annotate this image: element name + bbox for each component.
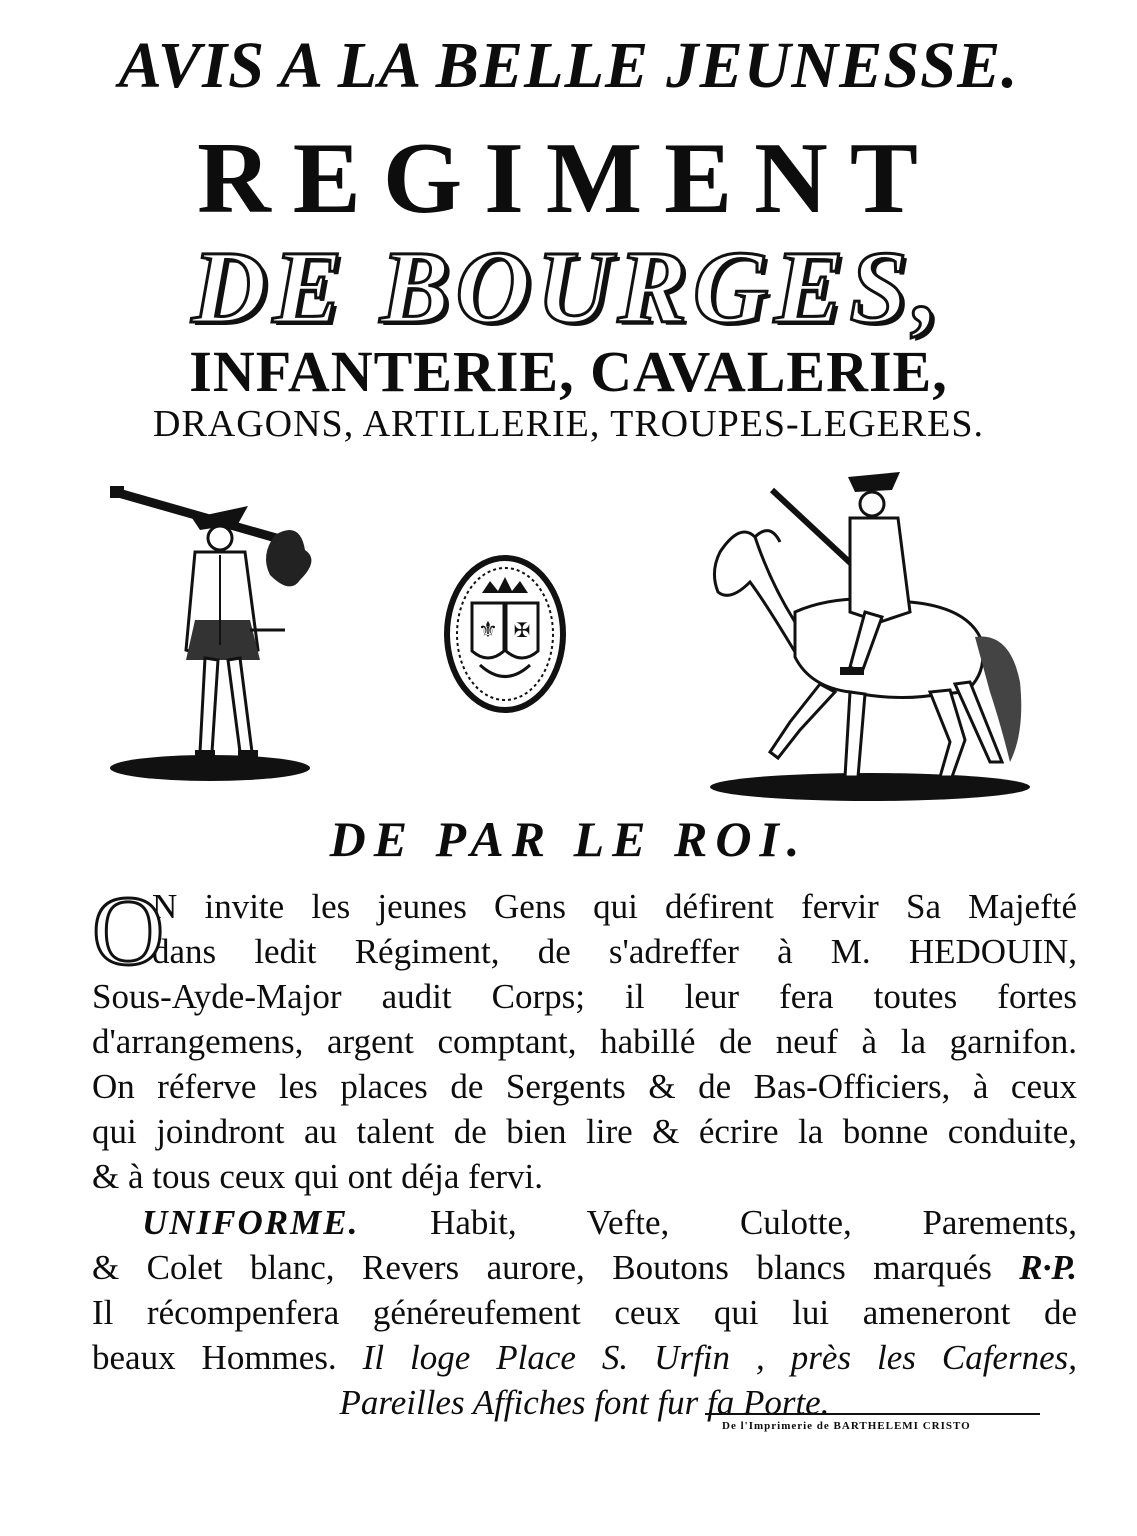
uniform-section xyxy=(92,1200,1077,1425)
announcement-line-5: On réferve les places de Sergents & de Bas-Officiers, à ceux xyxy=(92,1067,1077,1106)
headline-dragons: DRAGONS, ARTILLERIE, TROUPES-LEGERES. xyxy=(153,403,984,445)
reward-line-1: Il récompenfera généreufement ceux qui lui ameneront de xyxy=(92,1293,1077,1332)
proclamation-de-par-le-roi: DE PAR LE ROI. xyxy=(329,811,808,867)
reward-lodging: Il loge Place S. Urfin , près les Cafernes, xyxy=(362,1338,1077,1377)
announcement-line-2: dans ledit Régiment, de s'adreffer à M. HEDOUIN, xyxy=(152,932,1077,971)
uniform-garments: Habit, Vefte, Culotte, Parements, xyxy=(430,1203,1077,1242)
svg-text:✠: ✠ xyxy=(513,620,531,642)
headline-de-bourges: DE BOURGES, xyxy=(191,230,946,345)
cavalry-horseman-illustration xyxy=(700,462,1035,807)
uniform-line-1 xyxy=(92,1200,1077,1245)
uniform-details: & Colet blanc, Revers aurore, Boutons blancs marqués xyxy=(92,1248,992,1287)
announcement-line-7: & à tous ceux qui ont déja fervi. xyxy=(92,1157,543,1196)
announcement-line-1: N invite les jeunes Gens qui défirent fervir Sa Majefté xyxy=(152,887,1077,926)
announcement-line-4: d'arrangemens, argent comptant, habillé de neuf à la garnifon. xyxy=(92,1022,1077,1061)
headline-avis: AVIS A LA BELLE JEUNESSE. xyxy=(118,29,1019,102)
headline-infanterie: INFANTERIE, CAVALERIE, xyxy=(189,339,948,404)
reward-beaux-hommes: beaux Hommes. xyxy=(92,1338,337,1377)
reward-line-3: Pareilles Affiches font fur fa Porte. xyxy=(339,1383,830,1422)
royal-coat-of-arms-medallion xyxy=(442,553,568,715)
uniform-label: UNIFORME. xyxy=(142,1203,360,1242)
imprint-rule xyxy=(705,1413,1040,1415)
announcement-line-6: qui joindront au talent de bien lire & écrire la bonne conduite, xyxy=(92,1112,1077,1151)
announcement-line-3: Sous-Ayde-Major audit Corps; il leur fera toutes fortes xyxy=(92,977,1077,1016)
infantry-soldier-illustration xyxy=(100,480,330,800)
announcement-paragraph xyxy=(92,875,1077,1199)
reward-line-2 xyxy=(92,1335,1077,1380)
uniform-mark: R·P. xyxy=(1019,1248,1078,1287)
svg-text:⚜: ⚜ xyxy=(478,617,498,642)
headline-regiment: REGIMENT xyxy=(197,122,940,235)
drop-cap-letter: O xyxy=(92,875,165,986)
uniform-line-2 xyxy=(92,1245,1077,1290)
printer-imprint: De l'Imprimerie de BARTHELEMI CRISTO xyxy=(722,1420,971,1432)
